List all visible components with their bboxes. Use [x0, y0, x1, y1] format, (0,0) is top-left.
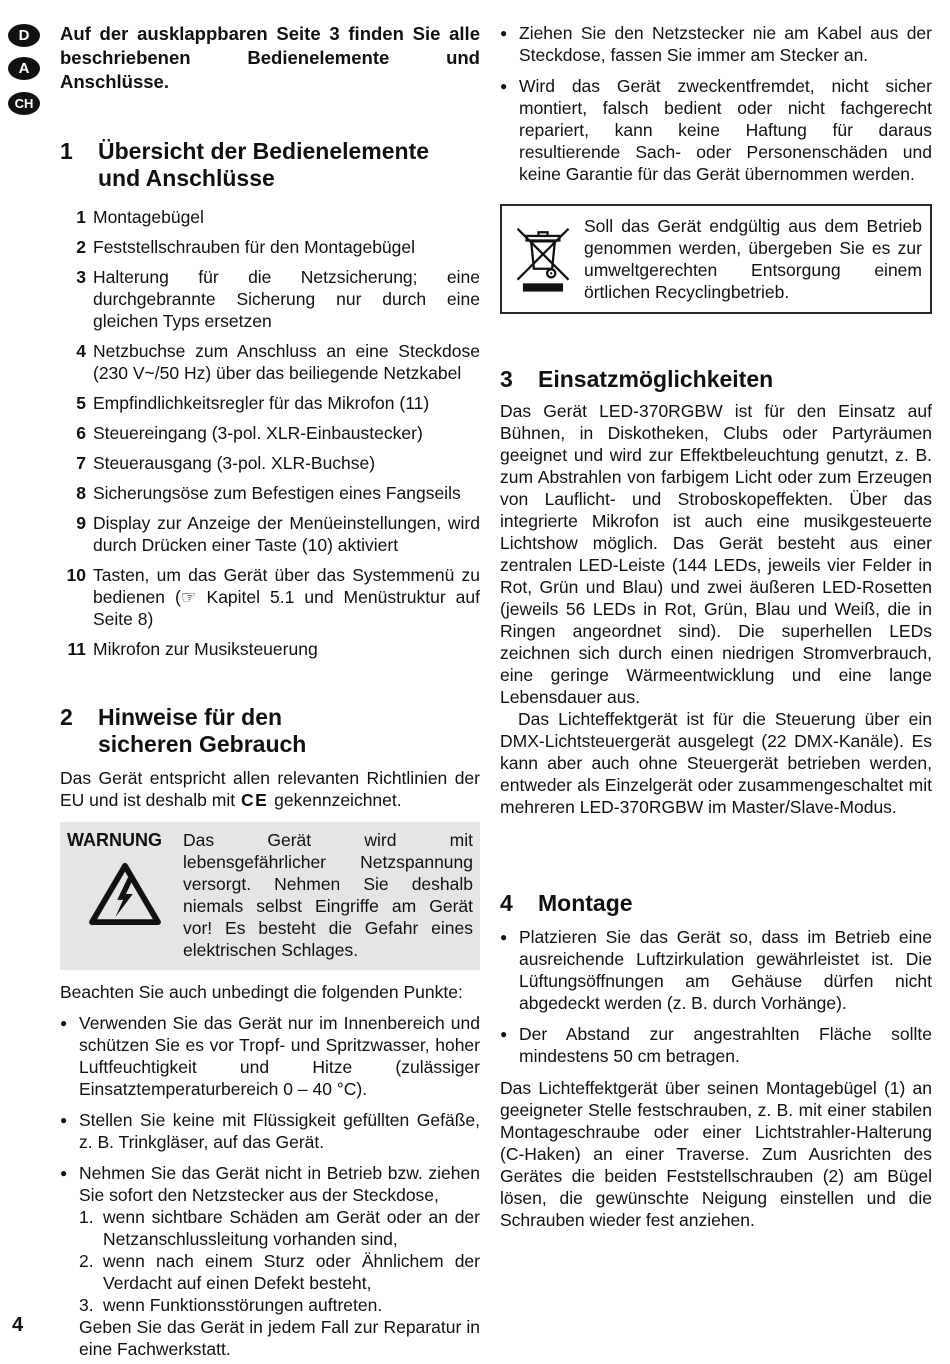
item-text: Steuerausgang (3-pol. XLR-Buchse) — [93, 453, 376, 473]
safety-bullet — [500, 75, 932, 185]
item-number: 7 — [76, 453, 86, 473]
item-number: 11 — [67, 639, 86, 659]
section-2-heading — [60, 704, 480, 758]
warning-text: Das Gerät wird mit lebensgefährlicher Netzspannung versorgt. Nehmen Sie deshalb niemals selbst Eingriffe am Gerät vor! Es besteht die Gefahr eines elektrischen Schlages. — [183, 830, 473, 960]
item-text: Tasten, um das Gerät über das Systemmenü zu bedienen (☞ Kapitel 5.1 und Menüstruktur auf Seite 8) — [93, 565, 480, 629]
warning-label-area — [67, 829, 183, 961]
section-1-number: 1 — [60, 138, 73, 164]
section-1-title-line1: Übersicht der Bedienelemente — [98, 138, 430, 164]
item-text: Empfindlichkeitsregler für das Mikrofon (11) — [93, 393, 430, 413]
mounting-bullet — [500, 926, 932, 1014]
list-item — [60, 236, 480, 258]
list-item — [60, 512, 480, 556]
bullet-icon: ● — [60, 1166, 68, 1180]
bullet-icon: ● — [500, 930, 508, 944]
bullet-icon: ● — [60, 1016, 68, 1030]
item-text: Halterung für die Netzsicherung; eine durchgebrannte Sicherung nur durch eine gleichen Typs ersetzen — [93, 267, 480, 331]
section-1-title-line2: und Anschlüsse — [98, 165, 275, 191]
item-text: Display zur Anzeige der Menüeinstellungen, wird durch Drücken einer Taste (10) aktiviert — [93, 513, 480, 555]
item-number: 2 — [76, 237, 86, 257]
badge-austria: A — [8, 57, 40, 80]
bullet-icon: ● — [500, 79, 508, 93]
sub-item-text: wenn Funktionsstörungen auftreten. — [103, 1295, 383, 1315]
list-item — [60, 564, 480, 630]
section-2-title-line1: Hinweise für den — [98, 704, 283, 730]
warning-label: WARNUNG — [67, 830, 162, 850]
bullet-intro: Nehmen Sie das Gerät nicht in Betrieb bzw. ziehen Sie sofort den Netzstecker aus der Steckdose, — [79, 1163, 480, 1205]
list-item — [60, 392, 480, 414]
bullet-icon: ● — [500, 26, 508, 40]
mounting-paragraph: Das Lichteffektgerät über seinen Montagebügel (1) an geeigneter Stelle festschrauben, z. B. mit einer stabilen Montageschraube oder einer Lichtstrahler-Halterung (C-Haken) an einer Traverse. Zum Ausrichten des Gerätes die beiden Feststellschrauben (2) am Bügel lösen, die gewünschte Neigung einstellen und die Schrauben wieder fest anziehen. — [500, 1078, 932, 1230]
warning-box — [60, 822, 480, 970]
sub-item-number: 2. — [79, 1251, 94, 1271]
badge-switzerland: CH — [8, 92, 40, 115]
right-column — [500, 22, 932, 1231]
mounting-bullet — [500, 1023, 932, 1067]
sub-item-number: 1. — [79, 1207, 94, 1227]
list-item — [60, 638, 480, 660]
high-voltage-icon — [88, 861, 162, 927]
bullet-icon: ● — [500, 1027, 508, 1041]
item-text: Mikrofon zur Musiksteuerung — [93, 639, 318, 659]
item-text: Steuereingang (3-pol. XLR-Einbaustecker) — [93, 423, 423, 443]
bullet-text-group — [79, 1162, 480, 1360]
section-4-number: 4 — [500, 890, 513, 916]
list-item — [60, 266, 480, 332]
section-3-heading — [500, 366, 932, 393]
section-3-title — [538, 366, 773, 393]
sub-item-text: wenn nach einem Sturz oder Ähnlichem der Verdacht auf einen Defekt besteht, — [103, 1251, 480, 1293]
sub-item-text: wenn sichtbare Schäden am Gerät oder an der Netzanschlussleitung vorhanden sind, — [103, 1207, 480, 1249]
bullet-text: Wird das Gerät zweckentfremdet, nicht sicher montiert, falsch bedient oder nicht fachgerecht repariert, kann keine Haftung für daraus resultierende Sach- oder Personenschäden und keine Garantie für das Gerät übernommen werden. — [519, 76, 932, 184]
list-item — [60, 206, 480, 228]
sub-list-item — [79, 1250, 480, 1294]
controls-list — [60, 206, 480, 660]
section-4-title — [538, 890, 633, 917]
country-badges — [8, 24, 40, 115]
item-number: 10 — [66, 565, 86, 585]
crossed-out-bin-icon — [512, 217, 574, 295]
sub-list-item — [79, 1294, 480, 1316]
bullet-text: Verwenden Sie das Gerät nur im Innenbereich und schützen Sie es vor Tropf- und Spritzwasser, hoher Luftfeuchtigkeit und Hitze (zulässiger Einsatztemperaturbereich 0 – 40 °C). — [79, 1013, 480, 1099]
bullet-text: Der Abstand zur angestrahlten Fläche sollte mindestens 50 cm betragen. — [519, 1024, 932, 1066]
section-3-number: 3 — [500, 366, 513, 392]
safety-bullet — [60, 1109, 480, 1153]
safety-bullet — [60, 1012, 480, 1100]
section-2-title-line2: sicheren Gebrauch — [98, 731, 307, 757]
ce-mark-icon: CE — [240, 790, 269, 810]
badge-germany: D — [8, 24, 40, 47]
applications-paragraph-2: Das Lichteffektgerät ist für die Steuerung über ein DMX-Lichtsteuergerät ausgelegt (22 DMX-Kanäle). Es kann aber auch ohne Steuergerät betrieben werden, entweder als Einzelgerät oder zusammengeschaltet mit mehreren LED-370RGBW im Master/Slave-Modus. — [500, 709, 932, 817]
section-1-heading — [60, 138, 480, 192]
item-number: 4 — [76, 341, 86, 361]
bullet-text: Ziehen Sie den Netzstecker nie am Kabel aus der Steckdose, fassen Sie immer am Stecker an. — [519, 23, 932, 65]
bullet-text: Stellen Sie keine mit Flüssigkeit gefüllten Gefäße, z. B. Trinkgläser, auf das Gerät. — [79, 1110, 480, 1152]
section-2-number: 2 — [60, 704, 73, 730]
ce-text-before: Das Gerät entspricht allen relevanten Richtlinien der EU und ist deshalb mit — [60, 768, 480, 810]
bullet-icon: ● — [60, 1113, 68, 1127]
section-2-title — [98, 704, 306, 758]
left-column — [60, 22, 480, 1360]
item-text: Netzbuchse zum Anschluss an eine Steckdose (230 V~/50 Hz) über das beiliegende Netzkabel — [93, 341, 480, 383]
sub-list-item — [79, 1206, 480, 1250]
sub-item-number: 3. — [79, 1295, 94, 1315]
section-4-title-line: Montage — [538, 890, 633, 916]
foldout-note: Auf der ausklappbaren Seite 3 finden Sie alle beschriebenen Bedienelemente und Anschlüsse. — [60, 23, 480, 92]
item-number: 8 — [76, 483, 86, 503]
list-item — [60, 422, 480, 444]
section-4-heading — [500, 890, 932, 917]
list-item — [60, 340, 480, 384]
disposal-text: Soll das Gerät endgültig aus dem Betrieb genommen werden, übergeben Sie es zur umweltgerechten Entsorgung einem örtlichen Recyclingbetrieb. — [584, 216, 922, 302]
disposal-box — [500, 204, 932, 314]
item-number: 1 — [76, 207, 86, 227]
safety-bullet — [500, 22, 932, 66]
item-number: 5 — [76, 393, 86, 413]
section-3-title-line: Einsatzmöglichkeiten — [538, 366, 774, 392]
safety-bullet — [60, 1162, 480, 1360]
item-text: Sicherungsöse zum Befestigen eines Fangseils — [93, 483, 461, 503]
item-text: Montagebügel — [93, 207, 204, 227]
ce-text-after: gekennzeichnet. — [274, 790, 402, 810]
section-1-title — [98, 138, 429, 192]
bullet-outro: Geben Sie das Gerät in jedem Fall zur Reparatur in eine Fachwerkstatt. — [79, 1317, 480, 1359]
safety-note: Beachten Sie auch unbedingt die folgenden Punkte: — [60, 982, 463, 1002]
list-item — [60, 452, 480, 474]
ce-conformity-paragraph — [60, 767, 480, 811]
item-number: 9 — [76, 513, 86, 533]
bullet-text: Platzieren Sie das Gerät so, dass im Betrieb eine ausreichende Luftzirkulation gewährleistet ist. Die Lüftungsöffnungen am Gehäuse dürfen nicht abgedeckt werden (z. B. durch Vorhänge). — [519, 927, 932, 1013]
page-number: 4 — [12, 1314, 24, 1336]
item-number: 6 — [76, 423, 86, 443]
list-item — [60, 482, 480, 504]
applications-paragraph-1: Das Gerät LED-370RGBW ist für den Einsatz auf Bühnen, in Diskotheken, Clubs oder Partyräumen geeignet und wird zur Effektbeleuchtung genutzt, z. B. zum Abstrahlen von farbigem Licht oder zum Erzeugen von Lauflicht- und Stroboskopeffekten. Über das integrierte Mikrofon ist auch eine musikgesteuerte Lichtshow möglich. Das Gerät besteht aus einer zentralen LED-Leiste (144 LEDs, jeweils vier Felder in Rot, Grün und Blau) und zwei äußeren LED-Rosetten (jeweils 56 LEDs in Rot, Grün, Blau und Weiß, die in Ringen angeordnet sind). Die superhellen LEDs zeichnen sich durch einen niedrigen Stromverbrauch, eine geringe Wärmeentwicklung und eine lange Lebensdauer aus. — [500, 401, 932, 707]
item-text: Feststellschrauben für den Montagebügel — [93, 237, 416, 257]
item-number: 3 — [76, 267, 86, 287]
